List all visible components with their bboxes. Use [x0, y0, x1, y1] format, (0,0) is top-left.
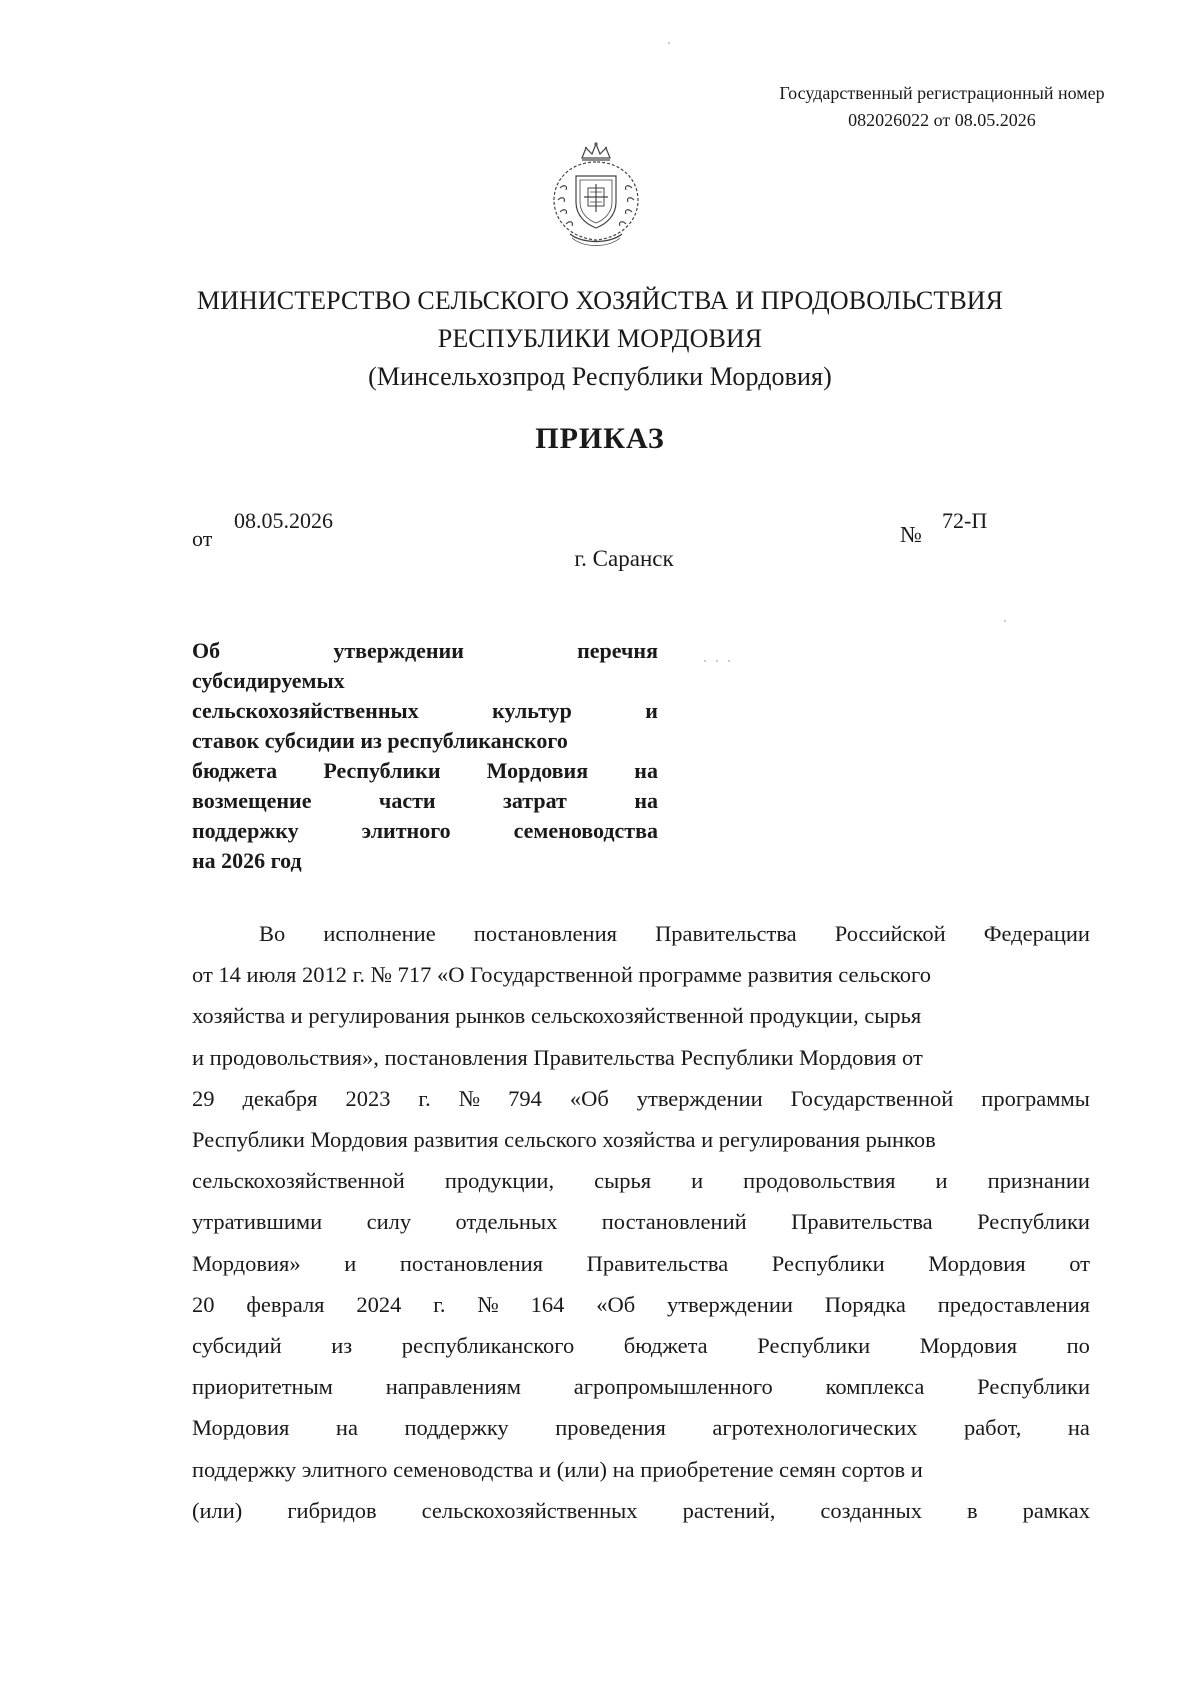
scan-speck — [728, 660, 730, 662]
text-word: Республики — [323, 758, 441, 783]
text-word: от — [1069, 1250, 1090, 1276]
text-word: Федерации — [983, 921, 1090, 946]
text-word: признании — [987, 1168, 1090, 1194]
text-word: в — [967, 1497, 978, 1523]
text-word: и — [935, 1168, 948, 1194]
text-word: № — [477, 1291, 499, 1317]
text-word: г. — [418, 1085, 431, 1111]
text-word: поддержку элитного семеноводства и (или) на приобретение семян сортов и — [192, 1456, 923, 1482]
text-word: проведения — [555, 1415, 666, 1441]
text-word: Республики — [771, 1250, 885, 1276]
text-word: на — [634, 758, 658, 783]
text-word: 2023 — [345, 1085, 391, 1111]
text-word: исполнение — [323, 921, 436, 946]
document-city: г. Саранск — [574, 546, 674, 571]
text-word: Мордовия — [192, 1415, 290, 1441]
body-line — [192, 1366, 1090, 1407]
text-word: на — [634, 788, 658, 813]
text-word: программы — [981, 1085, 1090, 1111]
text-word: агротехнологических — [712, 1415, 918, 1441]
subject-line — [192, 636, 658, 666]
body-line — [192, 1490, 1090, 1531]
subject-line — [192, 786, 658, 816]
subject-line — [192, 816, 658, 846]
text-word: из — [331, 1333, 353, 1359]
text-word: и продовольствия», постановления Правительства Республики Мордовия от — [192, 1044, 923, 1070]
text-word: г. — [433, 1291, 446, 1317]
text-word: возмещение — [192, 788, 312, 813]
text-word: 29 — [192, 1085, 215, 1111]
subject-line — [192, 846, 658, 876]
text-word: 20 — [192, 1291, 215, 1317]
text-word: затрат — [503, 788, 567, 813]
body-line — [192, 1078, 1090, 1119]
scan-speck — [704, 660, 706, 662]
scan-speck — [668, 42, 670, 44]
text-word: ставок субсидии из республиканского — [192, 728, 568, 753]
order-subject — [192, 636, 658, 876]
scan-speck — [1004, 620, 1006, 622]
text-word: сельскохозяйственных — [192, 698, 419, 723]
text-word: направлениям — [385, 1374, 521, 1400]
text-word: сельскохозяйственной — [192, 1168, 405, 1194]
text-word: Во — [259, 921, 286, 946]
text-word: хозяйства и регулирования рынков сельскохозяйственной продукции, сырья — [192, 1003, 922, 1029]
text-word: сельскохозяйственных — [421, 1497, 638, 1523]
text-word: силу — [366, 1209, 412, 1235]
body-line — [192, 1037, 1090, 1078]
text-word: субсидируемых — [192, 668, 345, 693]
subject-line — [192, 726, 658, 756]
body-line — [192, 913, 1090, 954]
date-label: от — [192, 526, 213, 551]
text-word: части — [378, 788, 436, 813]
text-word: на — [1067, 1415, 1090, 1441]
text-word: Порядка — [824, 1291, 906, 1317]
text-word: Правительства — [586, 1250, 729, 1276]
text-word: отдельных — [455, 1209, 558, 1235]
text-word: «Об — [569, 1085, 609, 1111]
document-type-title: ПРИКАЗ — [535, 422, 665, 455]
registration-label: Государственный регистрационный номер — [779, 83, 1105, 103]
text-word: утверждении — [333, 638, 464, 663]
text-word: Республики — [757, 1333, 871, 1359]
body-line — [192, 954, 1090, 995]
text-word: на — [335, 1415, 358, 1441]
text-word: Правительства — [655, 921, 797, 946]
text-word: сырья — [594, 1168, 652, 1194]
subject-line — [192, 666, 658, 696]
body-line — [192, 1284, 1090, 1325]
text-word: Российской — [834, 921, 946, 946]
body-line — [192, 1119, 1090, 1160]
document-number: 72-П — [942, 508, 988, 533]
text-word: № — [458, 1085, 481, 1111]
text-word: и — [344, 1250, 357, 1276]
text-word: и — [645, 698, 658, 723]
text-word: и — [691, 1168, 704, 1194]
ministry-short-name: (Минсельхозпрод Республики Мордовия) — [368, 362, 832, 391]
text-word: Правительства — [791, 1209, 933, 1235]
body-line — [192, 1325, 1090, 1366]
subject-line — [192, 696, 658, 726]
text-word: утверждении — [636, 1085, 763, 1111]
text-word: на 2026 год — [192, 848, 302, 873]
text-word: утратившими — [192, 1209, 323, 1235]
text-word: бюджета — [623, 1333, 708, 1359]
text-word: продукции, — [444, 1168, 555, 1194]
text-word: рамках — [1022, 1497, 1090, 1523]
text-word: культур — [492, 698, 572, 723]
text-word: Республики Мордовия развития сельского хозяйства и регулирования рынков — [192, 1127, 936, 1153]
text-word: гибридов — [287, 1497, 377, 1523]
body-line — [192, 1201, 1090, 1242]
ministry-name-line1: МИНИСТЕРСТВО СЕЛЬСКОГО ХОЗЯЙСТВА И ПРОДОВОЛЬСТВИЯ — [196, 286, 1004, 315]
text-word: семеноводства — [513, 818, 658, 843]
registration-stamp — [732, 80, 1152, 134]
text-word: перечня — [577, 638, 658, 663]
text-word: по — [1066, 1333, 1090, 1359]
body-line — [192, 1243, 1090, 1284]
text-word: поддержку — [192, 818, 299, 843]
text-word: элитного — [361, 818, 451, 843]
coat-of-arms-icon — [542, 140, 650, 250]
text-word: созданных — [820, 1497, 922, 1523]
text-word: Мордовия — [919, 1333, 1018, 1359]
text-word: постановлений — [601, 1209, 747, 1235]
text-word: утверждении — [667, 1291, 793, 1317]
text-word: Республики — [977, 1374, 1090, 1400]
body-line — [192, 1407, 1090, 1448]
text-word: Мордовия — [486, 758, 589, 783]
text-word: приоритетным — [192, 1374, 333, 1400]
ministry-header — [150, 282, 1050, 396]
text-word: 2024 — [356, 1291, 402, 1317]
scan-speck — [716, 660, 718, 662]
registration-number: 082026022 от 08.05.2026 — [848, 110, 1036, 130]
text-word: агропромышленного — [573, 1374, 773, 1400]
body-line — [192, 995, 1090, 1036]
text-word: республиканского — [401, 1333, 575, 1359]
text-word: растений, — [682, 1497, 776, 1523]
text-word: «Об — [596, 1291, 636, 1317]
text-word: Об — [192, 638, 221, 663]
number-label: № — [900, 522, 922, 547]
order-body-text — [192, 913, 1090, 1531]
text-word: Мордовия» — [192, 1250, 301, 1276]
text-word: декабря — [242, 1085, 318, 1111]
text-word: комплекса — [825, 1374, 925, 1400]
text-word: предоставления — [937, 1291, 1090, 1317]
text-word: Республики — [977, 1209, 1090, 1235]
text-word: постановления — [399, 1250, 544, 1276]
text-word: Государственной — [790, 1085, 954, 1111]
text-word: 794 — [508, 1085, 542, 1111]
document-date: 08.05.2026 — [234, 508, 333, 533]
text-word: (или) — [192, 1497, 243, 1523]
text-word: продовольствия — [743, 1168, 896, 1194]
ministry-name-line2: РЕСПУБЛИКИ МОРДОВИЯ — [437, 324, 763, 353]
body-line — [192, 1160, 1090, 1201]
text-word: субсидий — [192, 1333, 282, 1359]
text-word: 164 — [530, 1291, 565, 1317]
text-word: Мордовия — [928, 1250, 1026, 1276]
text-word: февраля — [246, 1291, 325, 1317]
subject-line — [192, 756, 658, 786]
text-word: от 14 июля 2012 г. № 717 «О Государственной программе развития сельского — [192, 962, 931, 988]
body-line — [192, 1449, 1090, 1490]
text-word: постановления — [473, 921, 617, 946]
text-word: бюджета — [192, 758, 278, 783]
text-word: поддержку — [404, 1415, 509, 1441]
text-word: работ, — [963, 1415, 1022, 1441]
